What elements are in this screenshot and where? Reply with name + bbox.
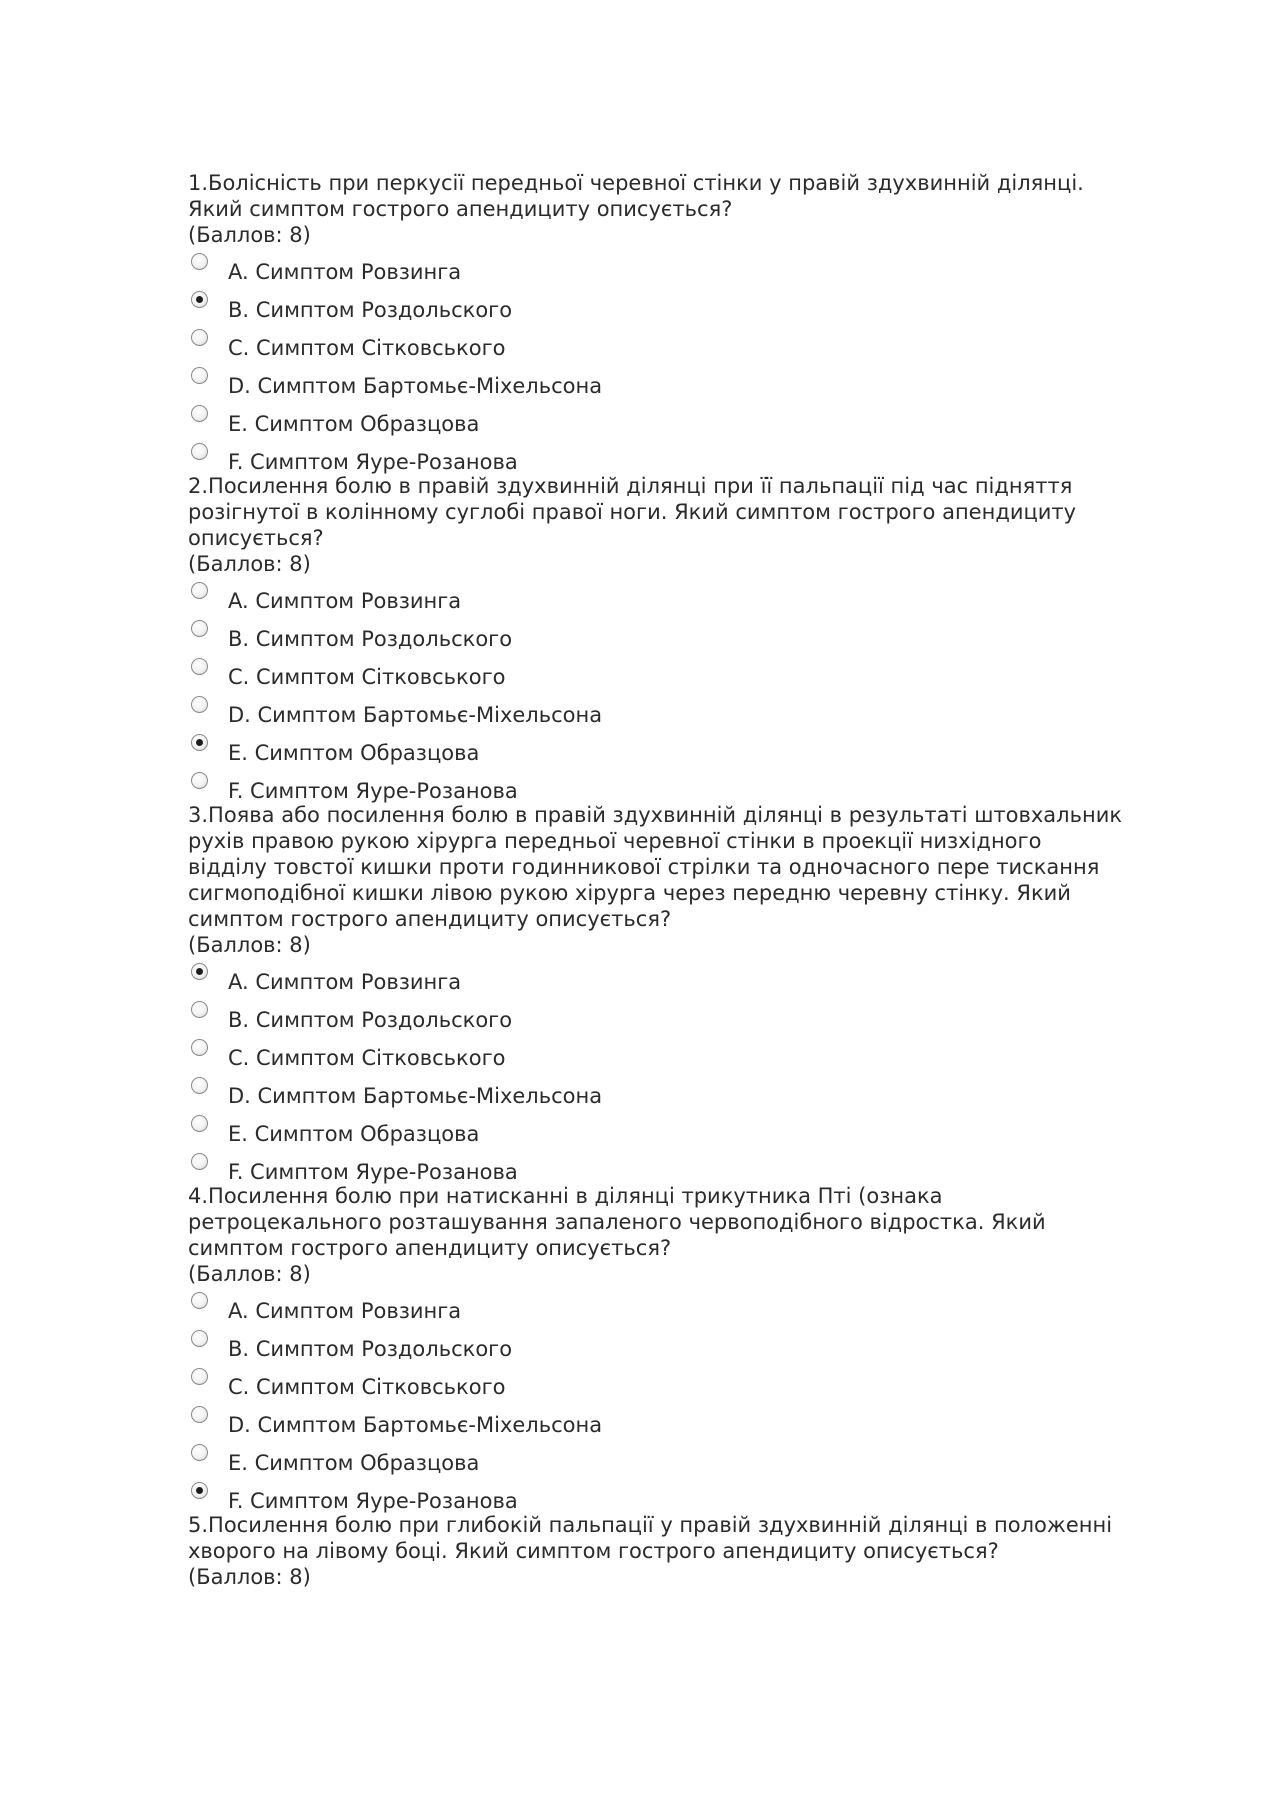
answer-option-label: E. Симптом Образцова [228,741,480,765]
radio-unchecked-icon[interactable] [191,443,208,460]
answer-option-label: B. Симптом Роздольского [228,1337,513,1361]
answer-option[interactable] [188,405,1188,443]
question-points: (Баллов: 8) [188,552,311,576]
answer-option-label: F. Симптом Яуре-Розанова [228,1489,518,1513]
answer-option-label: C. Симптом Сітковського [228,1046,506,1070]
radio-checked-icon[interactable] [191,291,208,308]
answer-option-label: A. Симптом Ровзинга [228,260,462,284]
answer-options [188,1292,1188,1512]
question-1 [188,170,1188,473]
answer-option-label: F. Симптом Яуре-Розанова [228,1160,518,1184]
question-points: (Баллов: 8) [188,223,311,247]
quiz [188,170,1188,1595]
answer-option[interactable] [188,1115,1188,1153]
radio-unchecked-icon[interactable] [191,405,208,422]
answer-option[interactable] [188,696,1188,734]
answer-option[interactable] [188,582,1188,620]
answer-option[interactable] [188,1406,1188,1444]
question-3 [188,802,1188,1183]
answer-option[interactable] [188,772,1188,802]
radio-unchecked-icon[interactable] [191,329,208,346]
question-text: 4.Посилення болю при натисканні в ділянці трикутника Пті (ознака ретроцекального розташування запаленого червоподібного відростка. Який симптом гострого апендициту описується? [188,1184,1046,1260]
answer-options [188,963,1188,1183]
answer-option[interactable] [188,329,1188,367]
radio-unchecked-icon[interactable] [191,1001,208,1018]
answer-option-label: A. Симптом Ровзинга [228,970,462,994]
answer-option[interactable] [188,1368,1188,1406]
answer-option[interactable] [188,963,1188,1001]
question-text: 2.Посилення болю в правій здухвинній ділянці при її пальпації під час підняття розігнутої в колінному суглобі правої ноги. Який симптом гострого апендициту описується? [188,474,1077,550]
radio-unchecked-icon[interactable] [191,658,208,675]
answer-option-label: C. Симптом Сітковського [228,665,506,689]
answer-option[interactable] [188,1039,1188,1077]
answer-option-label: D. Симптом Бартомьє-Міхельсона [228,1413,603,1437]
question-text: 3.Поява або посилення болю в правій здухвинній ділянці в результаті штовхальник рухів правою рукою хірурга передньої черевної стінки в проекції низхідного відділу товстої кишки проти годинникової стрілки та одночасного пере тискання сигмоподібної кишки лівою рукою хірурга через передню черевну стінку. Який симптом гострого апендициту описується? [188,803,1123,931]
radio-unchecked-icon[interactable] [191,620,208,637]
radio-checked-icon[interactable] [191,1482,208,1499]
answer-option-label: A. Симптом Ровзинга [228,589,462,613]
question-2 [188,473,1188,802]
answer-option[interactable] [188,1482,1188,1512]
answer-option[interactable] [188,367,1188,405]
answer-option-label: E. Симптом Образцова [228,412,480,436]
answer-options [188,582,1188,802]
radio-unchecked-icon[interactable] [191,1292,208,1309]
radio-unchecked-icon[interactable] [191,1115,208,1132]
question-points: (Баллов: 8) [188,933,311,957]
answer-option[interactable] [188,658,1188,696]
question-points: (Баллов: 8) [188,1565,311,1589]
radio-unchecked-icon[interactable] [191,696,208,713]
question-text: 1.Болісність при перкусії передньої черевної стінки у правій здухвинній ділянці. Який симптом гострого апендициту описується? [188,171,1084,221]
answer-option-label: D. Симптом Бартомьє-Міхельсона [228,374,603,398]
answer-option[interactable] [188,1001,1188,1039]
answer-option-label: E. Симптом Образцова [228,1451,480,1475]
radio-unchecked-icon[interactable] [191,582,208,599]
answer-options [188,253,1188,473]
answer-option-label: A. Симптом Ровзинга [228,1299,462,1323]
answer-option[interactable] [188,1444,1188,1482]
answer-option-label: C. Симптом Сітковського [228,336,506,360]
answer-option-label: C. Симптом Сітковського [228,1375,506,1399]
answer-option-label: B. Симптом Роздольского [228,298,513,322]
radio-unchecked-icon[interactable] [191,1077,208,1094]
radio-unchecked-icon[interactable] [191,772,208,789]
answer-option[interactable] [188,1292,1188,1330]
answer-option[interactable] [188,734,1188,772]
answer-option[interactable] [188,620,1188,658]
radio-unchecked-icon[interactable] [191,1153,208,1170]
answer-option-label: D. Симптом Бартомьє-Міхельсона [228,703,603,727]
answer-option[interactable] [188,1153,1188,1183]
question-5 [188,1512,1188,1590]
answer-option-label: D. Симптом Бартомьє-Міхельсона [228,1084,603,1108]
radio-unchecked-icon[interactable] [191,1406,208,1423]
radio-unchecked-icon[interactable] [191,1368,208,1385]
answer-option-label: B. Симптом Роздольского [228,1008,513,1032]
answer-option[interactable] [188,443,1188,473]
radio-unchecked-icon[interactable] [191,367,208,384]
radio-unchecked-icon[interactable] [191,1330,208,1347]
answer-option-label: F. Симптом Яуре-Розанова [228,450,518,474]
answer-option[interactable] [188,291,1188,329]
radio-unchecked-icon[interactable] [191,1444,208,1461]
answer-option[interactable] [188,253,1188,291]
radio-unchecked-icon[interactable] [191,253,208,270]
answer-option[interactable] [188,1330,1188,1368]
question-4 [188,1183,1188,1512]
radio-unchecked-icon[interactable] [191,1039,208,1056]
answer-option-label: F. Симптом Яуре-Розанова [228,779,518,803]
answer-option-label: E. Симптом Образцова [228,1122,480,1146]
question-text: 5.Посилення болю при глибокій пальпації у правій здухвинній ділянці в положенні хворого на лівому боці. Який симптом гострого апендициту описується? [188,1513,1113,1563]
answer-option[interactable] [188,1077,1188,1115]
question-points: (Баллов: 8) [188,1262,311,1286]
radio-checked-icon[interactable] [191,963,208,980]
answer-option-label: B. Симптом Роздольского [228,627,513,651]
radio-checked-icon[interactable] [191,734,208,751]
